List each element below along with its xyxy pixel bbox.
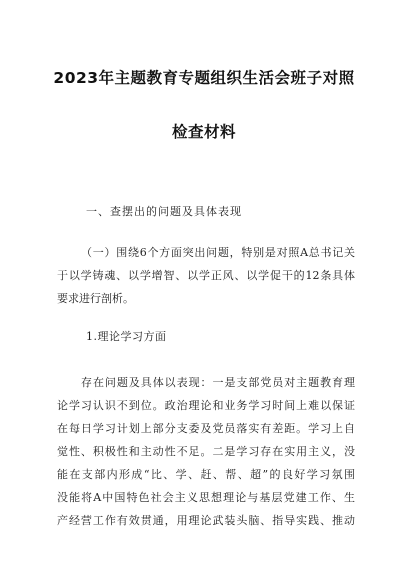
- paragraph-1-line: 于以学铸魂、以学增智、以学正风、以学促干的12条具体: [57, 269, 355, 282]
- document-title-line-1: 2023年主题教育专题组织生活会班子对照: [53, 69, 355, 87]
- document-title-line-2: 检查材料: [171, 123, 236, 141]
- paragraph-2-line: 没能将A中国特色社会主义思想理论与基层党建工作、生: [57, 491, 355, 504]
- paragraph-2-line: 在每日学习计划上部分支委及党员落实有差距。学习上自: [57, 422, 355, 435]
- subheading-theory-study: 1.理论学习方面: [86, 330, 167, 343]
- paragraph-2: [57, 371, 355, 532]
- paragraph-2-line: 论学习认识不到位。政治理论和业务学习时间上难以保证: [57, 399, 355, 412]
- paragraph-1-line: （一）围绕6个方面突出问题，特别是对照A总书记关: [81, 246, 355, 259]
- paragraph-1: [57, 241, 355, 310]
- paragraph-2-line: 觉性、积极性和主动性不足。二是学习存在实用主义，没: [57, 445, 355, 458]
- paragraph-2-line: 能在支部内形成“比、学、赶、帮、超”的良好学习氛围: [57, 468, 355, 481]
- paragraph-1-line: 要求进行剖析。: [57, 292, 134, 305]
- paragraph-2-line: 产经营工作有效贯通，用理论武装头脑、指导实践、推动: [57, 514, 355, 527]
- section-heading-1: 一、查摆出的问题及具体表现: [86, 205, 242, 218]
- paragraph-2-line: 存在问题及具体以表现：一是支部党员对主题教育理: [81, 376, 355, 389]
